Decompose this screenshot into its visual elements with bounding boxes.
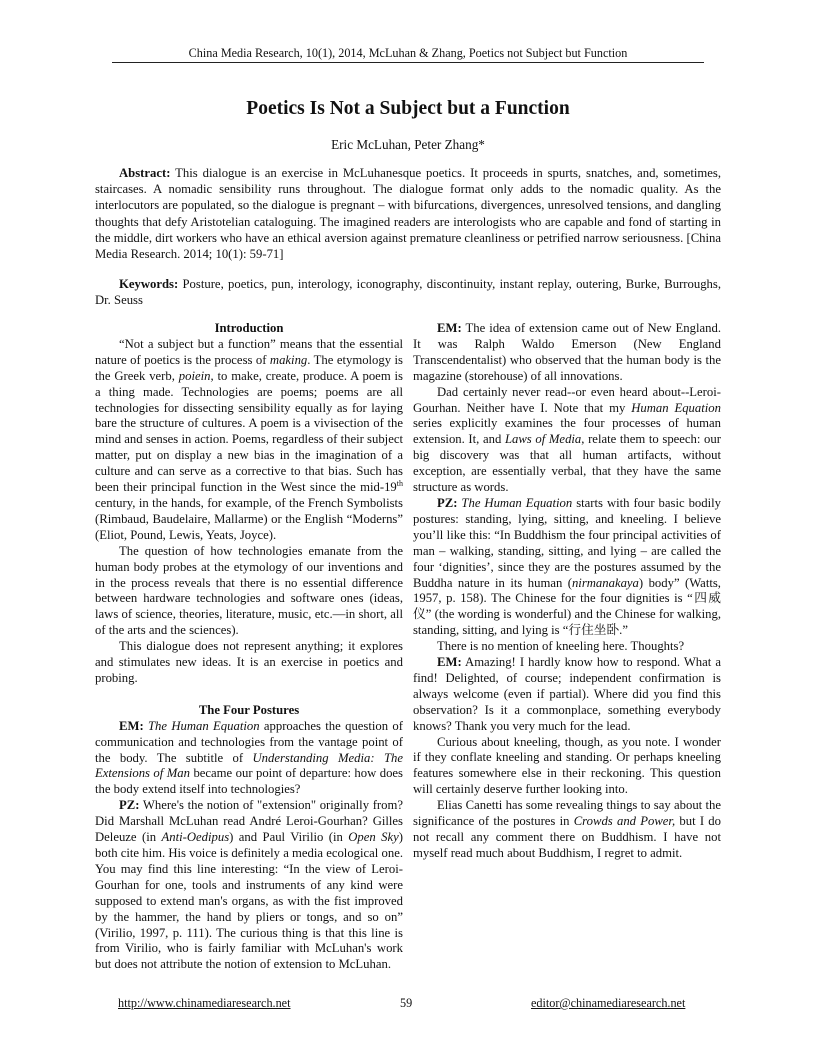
text-run: but I do not recall any comment there on Buddhism. I have not myself read much about Buddhism, I regret to admit. (413, 814, 721, 860)
italic-run: Anti-Oedipus (161, 830, 230, 845)
curious-paragraph: Curious about kneeling, though, as you note. I wonder if they conflate kneeling and standing. Or perhaps kneeling features somewhere else in their reckoning. This question will certainly deserve further looking into. (413, 734, 721, 797)
page-number: 59 (400, 996, 413, 1010)
italic-run: Understanding Media: The Extensions of Man (95, 750, 403, 781)
text-run: . The etymology is the Greek verb, (95, 352, 403, 383)
italic-run: poiein, (178, 368, 214, 383)
text-run: to make, create, produce. A poem is a thing made. Technologies are poems; poems are all technologies for dissecting sensibility equally as for laying bare the structure of cultures. A poem is a vivisection of the mind and senses in action. Poems, regardless of their subject matter, put on display a new bias in the imagination of a culture and can serve as a corrective to that bias. Such has been their principal function in the West since the mid-19 (95, 368, 403, 495)
italic-run: Human Equation (631, 400, 721, 415)
footer-website-link[interactable]: http://www.chinamediaresearch.net (118, 996, 291, 1010)
section-heading-introduction: Introduction (214, 321, 284, 335)
italic-run: The Human Equation (461, 495, 573, 510)
right-column (413, 321, 721, 862)
text-run: century, in the hands, for example, of the French Symbolists (Rimbaud, Baudelaire, Mallarme) or the English “Moderns” (Eliot, Pound, Lewis, Yeats, Joyce). (95, 495, 403, 542)
text-run: Amazing! I hardly know how to respond. What a find! Delighted, of course; independent confirmation is always welcome (even if partial). Where did you find this observation? Is it a commonplace, something everybody knows? Thank you very much for the lead. (413, 655, 721, 733)
left-column (95, 321, 403, 973)
em-paragraph-1 (95, 719, 403, 799)
canetti-paragraph (413, 798, 721, 862)
em-paragraph-3 (413, 655, 721, 735)
section-heading-four-postures: The Four Postures (198, 702, 300, 717)
text-run: starts with four basic bodily postures: standing, lying, sitting, and kneeling. I believe you’ll like this: “In Buddhism the four principal activities of man – walking, standing, sitting, and lying – are called the four ‘dignities’, since they are the postures assumed by the Buddha nature in its human ( (413, 495, 721, 590)
header-rule (112, 62, 704, 63)
speaker-label: EM: (437, 321, 462, 335)
italic-run: The Human Equation (148, 718, 260, 733)
text-run: ) body” (Watts, 1957, p. 158). The Chinese for the four dignities is “四威仪” (the wording is wonderful) and the Chinese for walking, standing, sitting, and lying is “行住坐卧.” (413, 575, 721, 638)
running-head: China Media Research, 10(1), 2014, McLuhan & Zhang, Poetics not Subject but Function (188, 46, 628, 60)
text-run: approaches the question of communication and technologies from the vantage point of the body. The subtitle of (95, 718, 403, 765)
keywords-label: Keywords: (119, 277, 179, 291)
speaker-label: EM: (119, 718, 144, 733)
authors: Eric McLuhan, Peter Zhang* (331, 137, 485, 152)
intro-paragraph-3: This dialogue does not represent anything; it explores and stimulates new ideas. It is an exercise in poetics and probing. (95, 639, 403, 685)
em-paragraph-2 (413, 321, 721, 385)
text-run: ) both cite him. His voice is definitely a media ecological one. You may find this line interesting: “In the view of Leroi-Gourhan for one, tools and instruments of any kind were supposed to extend man's organs, as with the fist improved by the hammer, the hand by pliers or tongs, and so on” (Virilio, 1997, p. 111). The curious thing is that this line is from Virilio, who is fairly familiar with McLuhan's work but does not attribute the notion of extension to McLuhan. (95, 830, 403, 972)
intro-paragraph-1 (95, 337, 403, 544)
abstract (95, 165, 721, 262)
dad-paragraph (413, 385, 721, 496)
text-run: “Not a subject but a function” means that the essential nature of poetics is the process of (95, 336, 403, 367)
kneeling-paragraph: There is no mention of kneeling here. Thoughts? (437, 639, 685, 654)
pz-paragraph-2 (413, 496, 721, 639)
speaker-label: PZ: (437, 495, 458, 510)
speaker-label: PZ: (119, 798, 140, 813)
text-run: ) and Paul Virilio (in (229, 830, 349, 845)
text-run: The idea of extension came out of New England. It was Ralph Waldo Emerson (New England Transcendentalist) who observed that the human body is the magazine (storehouse) of all innovations. (413, 321, 721, 383)
text-run: , relate them to speech: our big discovery was that all human artifacts, without exception, are essentially verbal, that they have the same structure as words. (413, 432, 721, 495)
text-run: Elias Canetti has some revealing things to say about the significance of the postures in (413, 798, 721, 829)
text-run: became our point of departure: how does the body extend itself into technologies? (95, 766, 403, 797)
italic-run: Open Sky (348, 830, 399, 845)
abstract-text: This dialogue is an exercise in McLuhanesque poetics. It proceeds in spurts, snatches, and, sometimes, staircases. A nomadic sensibility runs throughout. The dialogue format only adds to the nomadic quality. As the interlocutors are populated, so the dialogue is pregnant – with bifurcations, divergences, unresolved tensions, and dangling thoughts that defy Aristotelian cataloguing. The imagined readers are interologists who are capable and fond of starting in the middle, dirt workers who have an ethical aversion against premature cleanliness or petrified narrow seriousness. [China Media Research. 2014; 10(1): 59-71] (95, 166, 721, 262)
article-title: Poetics Is Not a Subject but a Function (246, 98, 570, 119)
keywords-text: Posture, poetics, pun, interology, iconography, discontinuity, instant replay, outering, Burke, Burroughs, Dr. Seuss (95, 277, 722, 308)
italic-run: nirmanakaya (571, 575, 639, 590)
italic-run: Crowds and Power, (573, 814, 676, 829)
italic-run: making (269, 352, 308, 367)
text-run: Where's the notion of "extension" originally from? Did Marshall McLuhan read André Leroi-Gourhan? Gilles Deleuze (in (95, 798, 403, 845)
keywords (95, 276, 721, 308)
pz-paragraph-1 (95, 798, 403, 973)
footer-email-link[interactable]: editor@chinamediaresearch.net (531, 996, 686, 1010)
text-run: Dad certainly never read--or even heard about--Leroi-Gourhan. Neither have I. Note that my (413, 384, 721, 415)
italic-run: Laws of Media (504, 432, 582, 447)
intro-paragraph-2: The question of how technologies emanate from the human body probes at the etymology of our inventions and in the process reveals that there is no essential difference between hardware technologies and software ones (ideas, laws of science, theories, literature, music, etc.—in short, all of the arts and the sciences). (95, 543, 403, 638)
abstract-label: Abstract: (119, 166, 171, 180)
superscript: th (396, 478, 403, 488)
speaker-label: EM: (437, 655, 462, 670)
text-run: series explicitly examines the four processes of human extension. It, and (413, 416, 721, 447)
section-gap (95, 687, 403, 703)
